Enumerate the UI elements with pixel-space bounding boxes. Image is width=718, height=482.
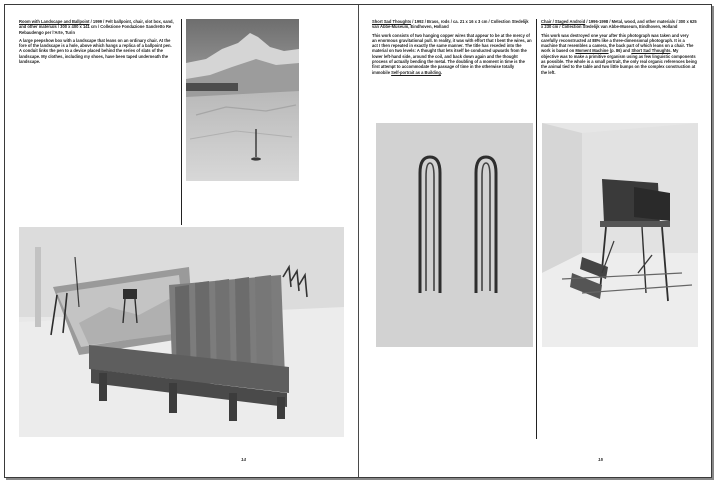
left-page-number: 14 [241,457,247,462]
self-portrait-reference: Self-portrait as a Building [391,69,441,75]
left-column-rule [181,19,182,225]
left-caption-body: A large peepshow box with a landscape that leans on an ordinary chair. At the fore of the landscape is a hole, above which hangs a replica of a ballpoint pen. A conduit links the pen to a device placed behind the series of slats of the landscape. My clothes, including my shoes, have been taped underneath the landscape. [19,37,172,65]
chair-android-title: Chair / Staged Android [541,19,586,24]
right-column-rule [536,19,537,439]
right-page-number: 15 [598,457,604,462]
moment-machine-reference: Moment Machine [575,48,609,54]
left-page [5,5,358,477]
short-sad-thoughts-body: This work consists of two hanging copper wires that appear to be at the mercy of an enormous gravitational pull. In reality, it was with effort that I bent the wires, an act I then repeated in exactly the same manner. The title has receded into the material on two levels: A thought that lets itself be conducted upwards from the lower left-hand side, around the coil, and back down again and the thought process of actually bending the metal. The doubling of a moment in time is the first attempt to accommodate the passage of time in the otherwise totally immobile Self-portrait as a Building. [372,32,532,75]
chair-android-meta: / 1996-1998 / Metal, wood, and other materials / 300 x 625 x 230 cm / Collection Stedelijk van Abbe-Museum, Eindhoven, Holland [541,19,697,30]
left-caption-title: Room with Landscape and Ballpoint [19,19,90,24]
photo-landscape-installation [19,227,344,437]
short-sad-thoughts-title: Short Sad Thoughts [372,19,412,24]
right-caption-short-sad-thoughts [372,19,532,78]
left-caption-meta: / 1999 / Felt ballpoint, chair, slot box, sand, and other materials / 300 x 400 x 141 cm / Collezione Fondazione Sandretto Re Rebaudengo per l'Arte, Turin [19,19,174,35]
left-caption [19,19,175,67]
short-sad-thoughts-meta: / 1992 / Brass, rods / ca. 21 x 16 x 3 cm / Collection Stedelijk van Abbe-Museum, Eindhoven, Holland [372,19,529,30]
right-page [358,5,711,477]
short-sad-thoughts-reference: Short Sad Thoughts [631,48,671,54]
chair-android-body: This work was destroyed one year after this photograph was taken and very carefully reconstructed at 88% like a three-dimensional photograph. It is a machine that resembles a camera, the back part of which leans on a chair. The work is based on Moment Machine (p. 86) and Short Sad Thoughts. My objective was to make a primitive organism using as few linguistic components as possible. The whole is a small portrait, the only real organic references being the animal tied to the table and two little bumps on the complex construction at the left. [541,32,697,75]
photo-snowy-landscape [186,19,299,181]
photo-chair-android [542,123,698,347]
book-spread [4,4,712,478]
right-caption-chair-android [541,19,697,78]
photo-hanging-wires [376,123,533,347]
